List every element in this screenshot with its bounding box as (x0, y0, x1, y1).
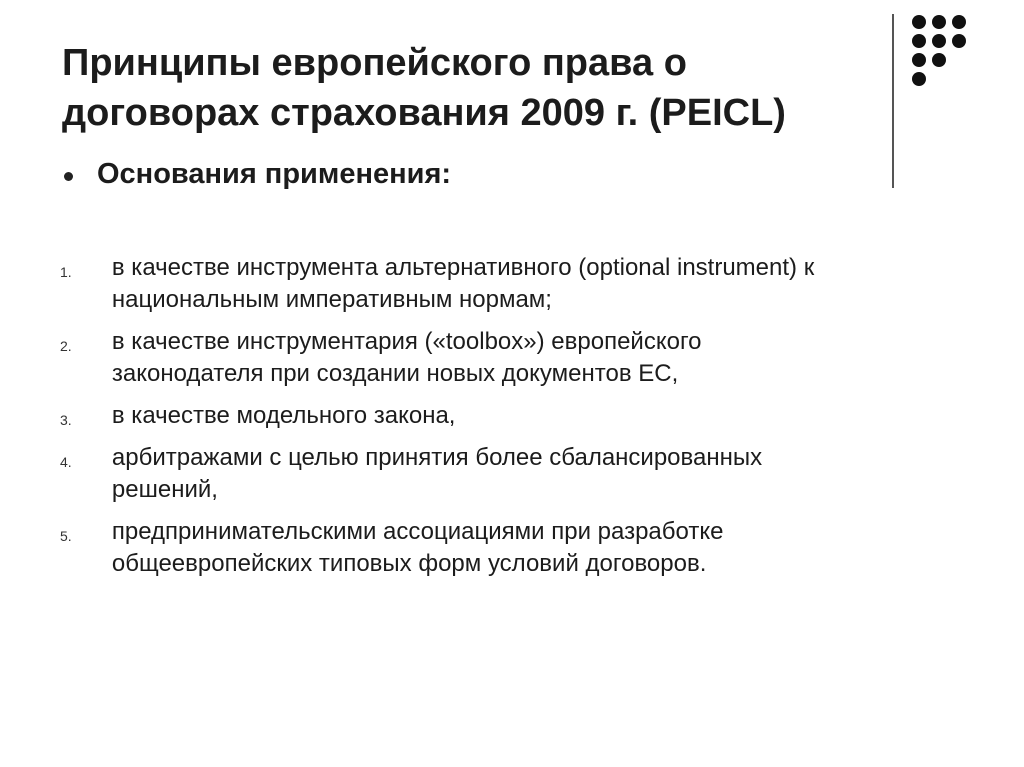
list-item-number: 4. (60, 454, 72, 470)
slide-title (62, 38, 882, 138)
divider-line (892, 14, 894, 188)
dot-grid-icon (912, 15, 972, 87)
list-item-number: 3. (60, 412, 72, 428)
dot (932, 53, 946, 67)
list-item (60, 252, 960, 316)
list-item (60, 516, 960, 580)
list-item-number: 5. (60, 528, 72, 544)
title-line-1: Принципы европейского права о (62, 42, 687, 84)
dot (912, 34, 926, 48)
dot (952, 34, 966, 48)
list-item (60, 400, 960, 432)
list-item-line: арбитражами с целью принятия более сбалансированных (111, 444, 763, 471)
list-item-text (112, 442, 960, 506)
list-item-line: законодателя при создании новых документов ЕС, (111, 360, 679, 387)
list-item-line: в качестве модельного закона, (111, 402, 456, 429)
list-item (60, 442, 960, 506)
list-item-line: решений, (111, 476, 218, 503)
list-item-text (112, 252, 960, 316)
dot (912, 53, 926, 67)
list-item-line: в качестве инструментария («toolbox») европейского (111, 328, 702, 355)
list-item-line: предпринимательскими ассоциациями при разработке (111, 518, 724, 545)
dot (912, 15, 926, 29)
dot (912, 72, 926, 86)
dot (932, 15, 946, 29)
bullet-icon (64, 172, 73, 181)
numbered-list (60, 252, 960, 590)
list-item-number: 1. (60, 264, 72, 280)
list-item-line: общеевропейских типовых форм условий договоров. (111, 550, 707, 577)
dot (952, 15, 966, 29)
list-item (60, 326, 960, 390)
subheading-text: Основания применения: (97, 158, 452, 190)
title-line-2: договорах страхования 2009 г. (PEICL) (62, 92, 786, 134)
dot (932, 34, 946, 48)
list-item-line: в качестве инструмента альтернативного (optional instrument) к (111, 254, 815, 281)
list-item-line: национальным императивным нормам; (111, 286, 552, 313)
list-item-number: 2. (60, 338, 72, 354)
list-item-text (112, 516, 960, 580)
list-item-text (112, 400, 960, 432)
list-item-text (112, 326, 960, 390)
subheading (64, 158, 451, 191)
